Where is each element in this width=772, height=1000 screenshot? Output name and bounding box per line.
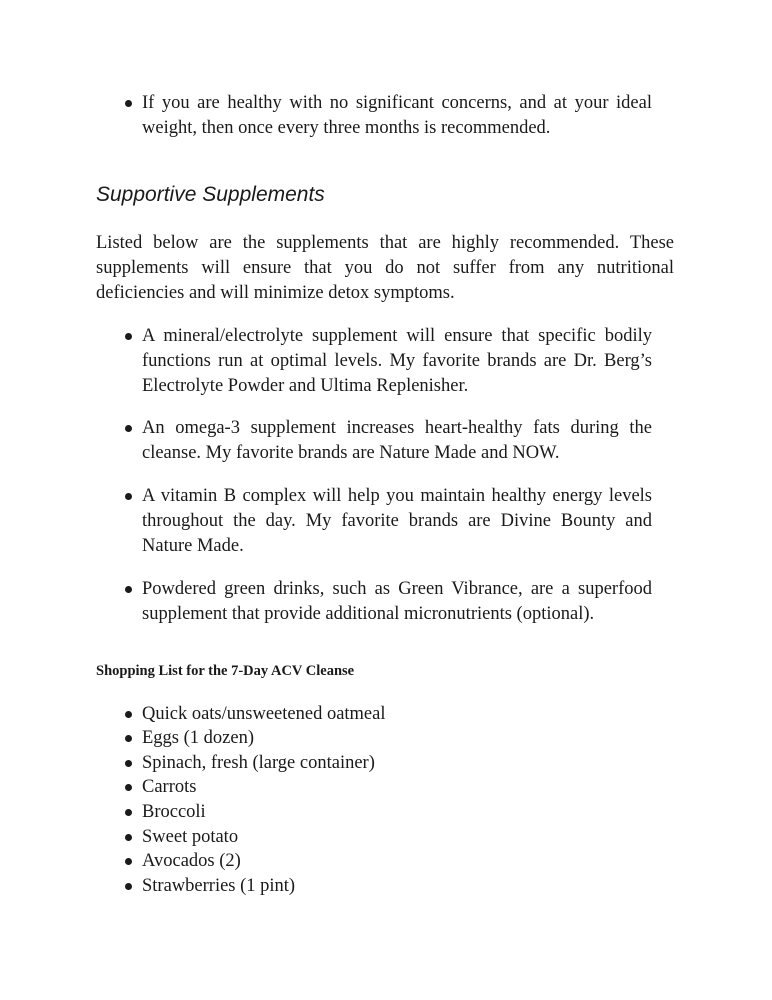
list-item [142, 751, 542, 775]
list-item [142, 484, 652, 559]
bullet-icon [125, 425, 132, 432]
bullet-icon [125, 858, 132, 865]
list-item [142, 775, 542, 799]
list-item-text: Eggs (1 dozen) [142, 728, 254, 748]
section-title: Supportive Supplements [96, 183, 325, 206]
list-item-text: Carrots [142, 777, 197, 797]
list-item-text: Broccoli [142, 802, 206, 822]
list-item-text: Spinach, fresh (large container) [142, 753, 375, 773]
bullet-icon [125, 760, 132, 767]
list-item-text: Quick oats/unsweetened oatmeal [142, 704, 386, 724]
bullet-icon [125, 883, 132, 890]
bullet-icon [125, 711, 132, 718]
intro-paragraph: Listed below are the supplements that are highly recommended. These supplements will ensure that you do not suffer from any nutritional deficiencies and will minimize detox symptoms. [96, 233, 674, 303]
list-item-text: Strawberries (1 pint) [142, 876, 296, 896]
bullet-icon [125, 100, 132, 107]
list-item [142, 874, 542, 898]
list-item-text: Powdered green drinks, such as Green Vibrance, are a superfood supplement that provide additional micronutrients (optional). [142, 579, 652, 624]
bullet-icon [125, 493, 132, 500]
list-item [142, 825, 542, 849]
bullet-icon [125, 809, 132, 816]
bullet-icon [125, 333, 132, 340]
list-item [142, 324, 652, 399]
list-item-text: Sweet potato [142, 827, 239, 847]
list-item [142, 800, 542, 824]
bullet-icon [125, 784, 132, 791]
list-item-text: An omega-3 supplement increases heart-healthy fats during the cleanse. My favorite brands are Nature Made and NOW. [142, 418, 652, 463]
bullet-icon [125, 834, 132, 841]
list-item [142, 91, 652, 141]
bullet-icon [125, 735, 132, 742]
list-item [142, 702, 542, 726]
list-item [142, 416, 652, 466]
list-item-text: A mineral/electrolyte supplement will ensure that specific bodily functions run at optimal levels. My favorite brands are Dr. Berg’s Electrolyte Powder and Ultima Replenisher. [142, 326, 652, 396]
list-item-text: If you are healthy with no significant concerns, and at your ideal weight, then once every three months is recommended. [142, 93, 652, 138]
list-item-text: Avocados (2) [142, 851, 241, 871]
list-item-text: A vitamin B complex will help you maintain healthy energy levels throughout the day. My favorite brands are Divine Bounty and Nature Made. [142, 486, 652, 556]
list-item [142, 849, 542, 873]
shopping-list-heading: Shopping List for the 7-Day ACV Cleanse [96, 663, 355, 679]
list-item [142, 577, 652, 627]
list-item [142, 726, 542, 750]
bullet-icon [125, 586, 132, 593]
